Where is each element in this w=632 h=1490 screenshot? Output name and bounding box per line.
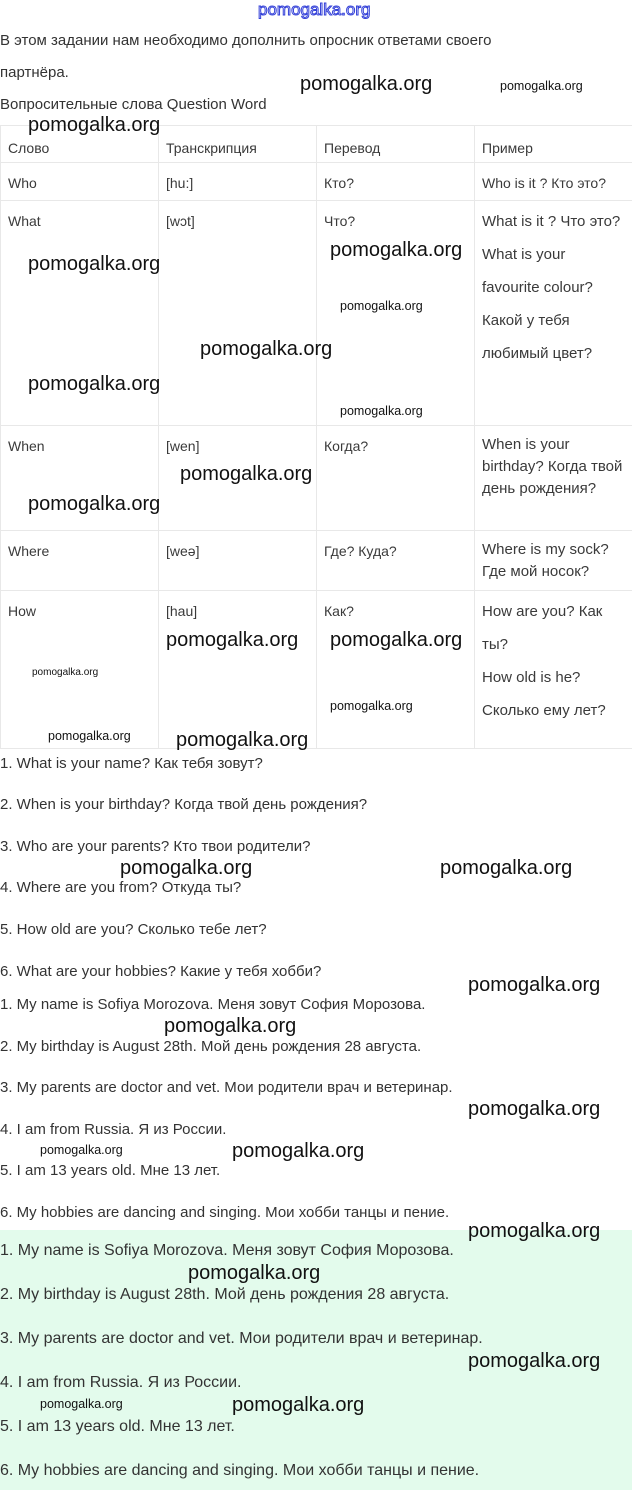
- translation-cell: Где? Куда?: [317, 531, 475, 591]
- transcription-cell: [wen]: [159, 426, 317, 531]
- translation-cell: Как?: [317, 591, 475, 749]
- highlighted-answer-item: 3. My parents are doctor and vet. Мои родители врач и ветеринар.: [0, 1330, 483, 1347]
- watermark: pomogalka.org: [200, 338, 333, 360]
- answer-item: 4. I am from Russia. Я из России.: [0, 1121, 227, 1138]
- watermark: pomogalka.org: [340, 404, 423, 418]
- word-cell: When: [1, 426, 159, 531]
- watermark: pomogalka.org: [258, 0, 371, 19]
- answer-item: 6. My hobbies are dancing and singing. Мои хобби танцы и пение.: [0, 1204, 450, 1221]
- example-text: How are you? Как ты?: [482, 603, 603, 653]
- watermark: pomogalka.org: [48, 729, 131, 743]
- watermark: pomogalka.org: [164, 1015, 297, 1037]
- table-row: [1, 531, 632, 591]
- word-cell: How: [1, 591, 159, 749]
- watermark: pomogalka.org: [340, 299, 423, 313]
- header-cell: Транскрипция: [159, 126, 317, 163]
- highlighted-answer-item: 2. My birthday is August 28th. Мой день рождения 28 августа.: [0, 1286, 450, 1303]
- watermark: pomogalka.org: [500, 79, 583, 93]
- example-cell: [475, 201, 632, 426]
- watermark: pomogalka.org: [232, 1394, 365, 1416]
- question-words-table: [0, 125, 632, 749]
- watermark: pomogalka.org: [32, 667, 99, 678]
- question-item: 3. Who are your parents? Кто твои родители?: [0, 838, 311, 855]
- transcription-cell: [weə]: [159, 531, 317, 591]
- watermark: pomogalka.org: [232, 1140, 365, 1162]
- watermark: pomogalka.org: [40, 1143, 123, 1157]
- watermark: pomogalka.org: [166, 629, 299, 651]
- transcription-cell: [wɔt]: [159, 201, 317, 426]
- question-item: 2. When is your birthday? Когда твой день рождения?: [0, 796, 368, 813]
- watermark: pomogalka.org: [468, 1220, 601, 1242]
- watermark: pomogalka.org: [176, 729, 309, 751]
- example-cell: Where is my sock? Где мой носок?: [475, 531, 632, 591]
- translation-cell: Кто?: [317, 163, 475, 201]
- watermark: pomogalka.org: [120, 857, 253, 879]
- highlighted-answer-item: 1. My name is Sofiya Morozova. Меня зовут София Морозова.: [0, 1242, 454, 1259]
- watermark: pomogalka.org: [188, 1262, 321, 1284]
- intro-text-line-1: В этом задании нам необходимо дополнить опросник ответами своего: [0, 32, 492, 49]
- watermark: pomogalka.org: [28, 493, 161, 515]
- question-item: 6. What are your hobbies? Какие у тебя хобби?: [0, 963, 322, 980]
- translation-cell: Что?: [317, 201, 475, 426]
- watermark: pomogalka.org: [40, 1397, 123, 1411]
- watermark: pomogalka.org: [468, 1098, 601, 1120]
- watermark: pomogalka.org: [28, 114, 161, 136]
- watermark: pomogalka.org: [440, 857, 573, 879]
- example-cell: [475, 591, 632, 749]
- watermark: pomogalka.org: [468, 1350, 601, 1372]
- highlighted-answer-item: 6. My hobbies are dancing and singing. Мои хобби танцы и пение.: [0, 1462, 480, 1479]
- word-cell: What: [1, 201, 159, 426]
- answer-item: 5. I am 13 years old. Мне 13 лет.: [0, 1162, 221, 1179]
- answer-item: 1. My name is Sofiya Morozova. Меня зовут София Морозова.: [0, 996, 426, 1013]
- word-cell: Who: [1, 163, 159, 201]
- example-text: What is it ? Что это?: [482, 213, 621, 230]
- translation-cell: Когда?: [317, 426, 475, 531]
- table-row: [1, 163, 632, 201]
- intro-text-line-2: партнёра.: [0, 64, 69, 81]
- watermark: pomogalka.org: [330, 239, 463, 261]
- highlighted-answer-item: 4. I am from Russia. Я из России.: [0, 1374, 242, 1391]
- watermark: pomogalka.org: [468, 974, 601, 996]
- answer-item: 2. My birthday is August 28th. Мой день рождения 28 августа.: [0, 1038, 422, 1055]
- example-cell: When is your birthday? Когда твой день рождения?: [475, 426, 632, 531]
- header-cell: Перевод: [317, 126, 475, 163]
- word-cell: Where: [1, 531, 159, 591]
- question-item: 4. Where are you from? Откуда ты?: [0, 879, 242, 896]
- transcription-cell: [hu:]: [159, 163, 317, 201]
- watermark: pomogalka.org: [28, 373, 161, 395]
- header-cell: Пример: [475, 126, 632, 163]
- watermark: pomogalka.org: [330, 629, 463, 651]
- example-text: How old is he? Сколько ему лет?: [482, 669, 606, 719]
- highlighted-answer-item: 5. I am 13 years old. Мне 13 лет.: [0, 1418, 235, 1435]
- transcription-cell: [hau]: [159, 591, 317, 749]
- example-text: What is your favourite colour? Какой у тебя любимый цвет?: [482, 246, 593, 362]
- watermark: pomogalka.org: [330, 699, 413, 713]
- question-item: 1. What is your name? Как тебя зовут?: [0, 755, 263, 772]
- answer-item: 3. My parents are doctor and vet. Мои родители врач и ветеринар.: [0, 1079, 453, 1096]
- question-item: 5. How old are you? Сколько тебе лет?: [0, 921, 267, 938]
- watermark: pomogalka.org: [300, 73, 433, 95]
- watermark: pomogalka.org: [28, 253, 161, 275]
- watermark: pomogalka.org: [180, 463, 313, 485]
- header-cell: Слово: [1, 126, 159, 163]
- example-cell: Who is it ? Кто это?: [475, 163, 632, 201]
- section-heading: Вопросительные слова Question Word: [0, 96, 267, 113]
